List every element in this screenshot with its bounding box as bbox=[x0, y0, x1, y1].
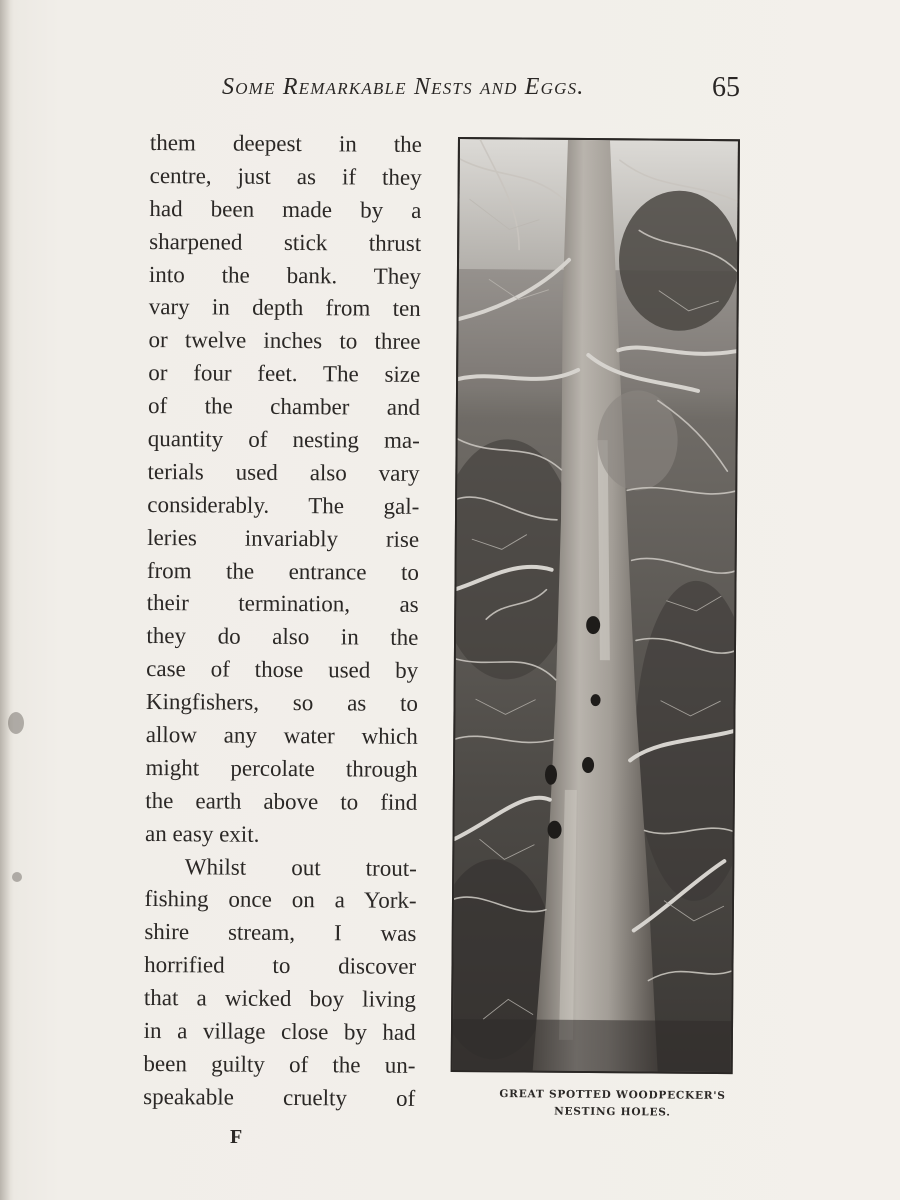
text-line: vary in depth from ten bbox=[148, 294, 421, 322]
text-line: had been made by a bbox=[149, 195, 422, 223]
text-line: their termination, as bbox=[146, 590, 419, 618]
caption-line: NESTING HOLES. bbox=[554, 1105, 671, 1119]
text-line: or twelve inches to three bbox=[148, 327, 421, 355]
text-line: considerably. The gal- bbox=[147, 491, 420, 519]
text-line: fishing once on a York- bbox=[144, 886, 417, 914]
woodpecker-tree-photo bbox=[451, 137, 740, 1074]
text-line: been guilty of the un- bbox=[143, 1050, 416, 1078]
ink-smudge bbox=[12, 872, 22, 882]
text-line: allow any water which bbox=[145, 722, 418, 749]
text-line: from the entrance to bbox=[146, 557, 419, 585]
text-line: Kingfishers, so as to bbox=[145, 689, 419, 717]
text-line: an easy exit. bbox=[144, 820, 260, 847]
body-text bbox=[143, 127, 422, 1116]
ink-smudge bbox=[8, 712, 24, 734]
text-line: into the bank. They bbox=[148, 261, 422, 289]
text-line: horrified to discover bbox=[144, 952, 417, 980]
text-line: in a village close by had bbox=[143, 1018, 416, 1045]
figure-caption bbox=[460, 1086, 765, 1123]
text-line: speakable cruelty of bbox=[143, 1083, 416, 1111]
text-line: case of those used by bbox=[146, 656, 419, 684]
text-line: centre, just as if they bbox=[149, 162, 422, 190]
text-line: they do also in the bbox=[146, 623, 419, 651]
text-line: sharpened stick thrust bbox=[149, 228, 422, 256]
signature-mark: F bbox=[230, 1126, 243, 1148]
text-line: leries invariably rise bbox=[147, 524, 420, 552]
text-line: of the chamber and bbox=[147, 393, 421, 421]
text-line: shire stream, I was bbox=[144, 919, 417, 947]
running-head: Some Remarkable Nests and Eggs. bbox=[222, 74, 585, 100]
text-line: terials used also vary bbox=[147, 458, 420, 486]
page-number: 65 bbox=[712, 72, 740, 103]
page-gutter bbox=[0, 0, 10, 1200]
text-line: the earth above to find bbox=[145, 787, 418, 815]
caption-line: GREAT SPOTTED WOODPECKER'S bbox=[499, 1088, 726, 1102]
text-line: quantity of nesting ma- bbox=[147, 426, 420, 453]
text-line: or four feet. The size bbox=[148, 360, 421, 388]
text-line: that a wicked boy living bbox=[143, 985, 417, 1013]
text-line: them deepest in the bbox=[149, 129, 422, 157]
text-line: might percolate through bbox=[145, 754, 418, 782]
text-line: Whilst out trout- bbox=[184, 853, 417, 881]
